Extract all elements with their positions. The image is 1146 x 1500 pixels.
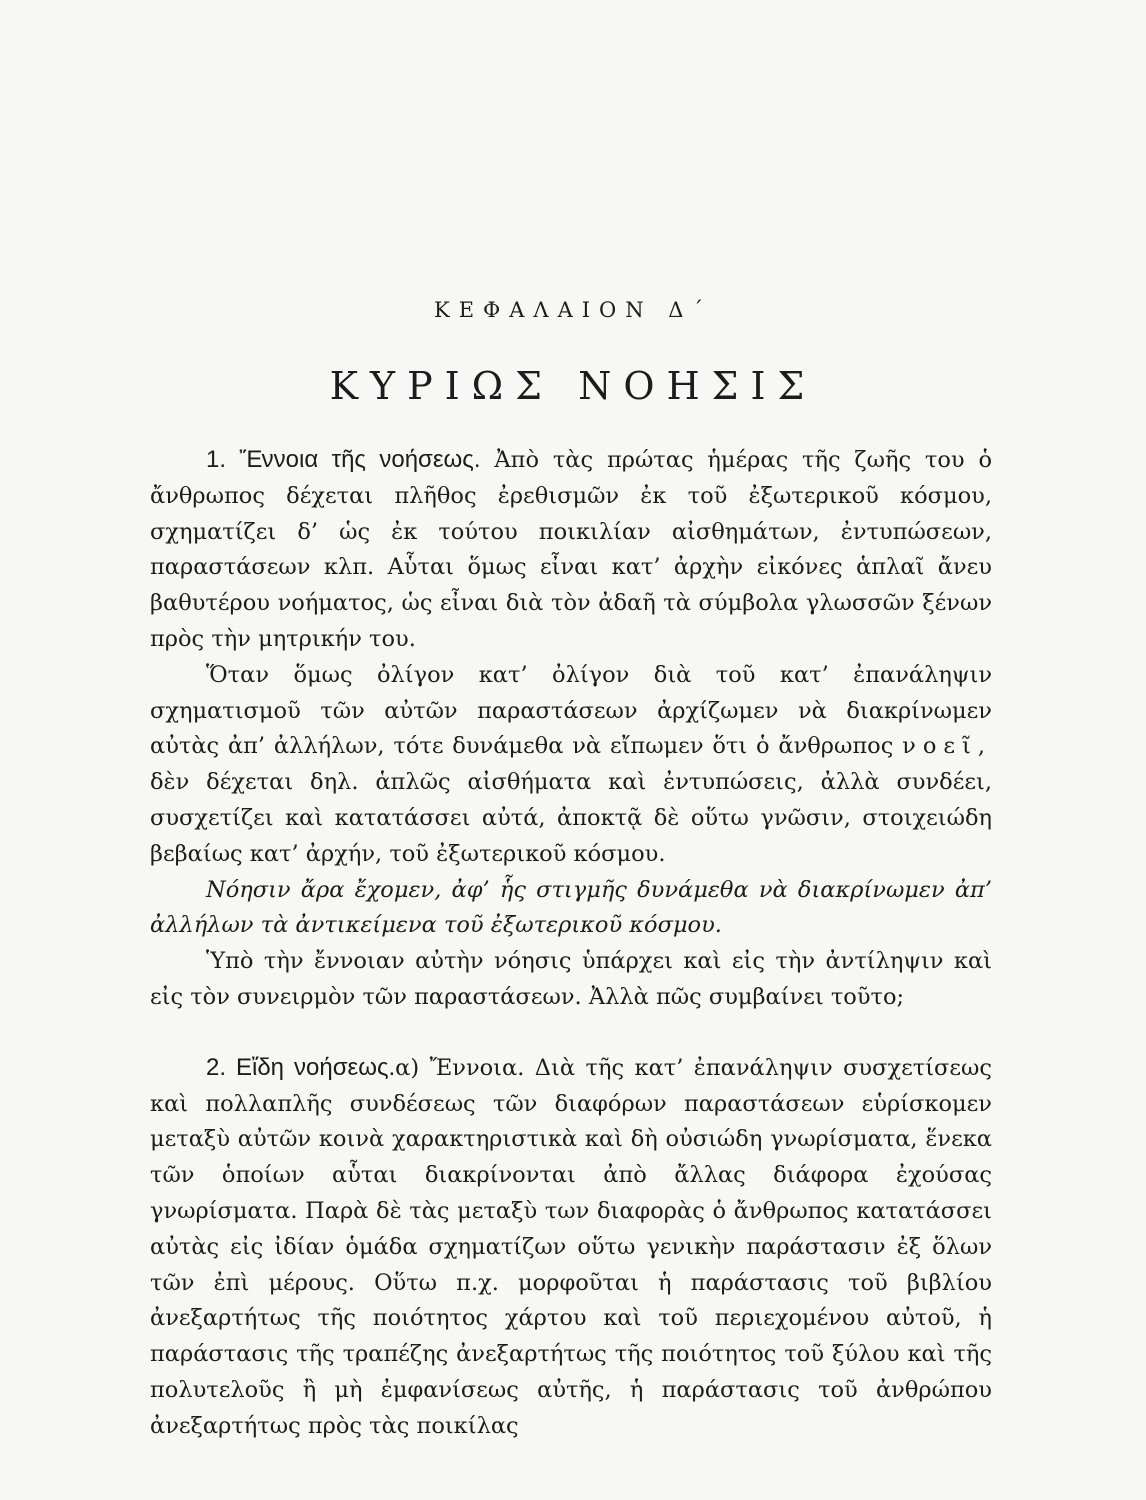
section-gap xyxy=(150,1016,992,1050)
paragraph xyxy=(150,442,992,658)
subheading: α) Ἔννοια. xyxy=(395,1054,525,1081)
section-heading: 2. Εἴδη νοήσεως. xyxy=(206,1053,396,1081)
body-text xyxy=(150,442,992,1445)
chapter-label: ΚΕΦΑΛΑΙΟΝ Δ΄ xyxy=(434,298,712,322)
definition-paragraph: Νόησιν ἄρα ἔχομεν, ἀφ’ ἧς στιγμῆς δυνάμεθα νὰ διακρίνωμεν ἀπ’ ἀλλήλων τὰ ἀντικείμενα τοῦ ἐξωτερικοῦ κόσμου. xyxy=(150,876,992,939)
paragraph-text: Ἀπὸ τὰς πρώτας ἡμέρας τῆς ζωῆς του ὁ ἄνθρωπος δέχεται πλῆθος ἐρεθισμῶν ἐκ τοῦ ἐξωτερικοῦ κόσμου, σχηματίζει δ’ ὡς ἐκ τούτου ποικιλίαν αἰσθημάτων, ἐντυπώσεων, παραστάσεων κλπ. Αὗται ὅμως εἶναι κατ’ ἀρχὴν εἰκόνες ἁπλαῖ ἄνευ βαθυτέρου νοήματος, ὡς εἶναι διὰ τὸν ἀδαῆ τὰ σύμβολα γλωσσῶν ξένων πρὸς τὴν μητρικήν του. xyxy=(150,447,992,652)
paragraph-text: Διὰ τῆς κατ’ ἐπανάληψιν συσχετίσεως καὶ πολλαπλῆς συνδέσεως τῶν διαφόρων παραστάσεων εὑρίσκομεν μεταξὺ αὐτῶν κοινὰ χαρακτηριστικὰ καὶ δὴ οὐσιώδη γνωρίσματα, ἕνεκα τῶν ὁποίων αὗται διακρίνονται ἀπὸ ἄλλας διάφορα ἐχούσας γνωρίσματα. Παρὰ δὲ τὰς μεταξὺ των διαφορὰς ὁ ἄνθρωπος κατατάσσει αὐτὰς εἰς ἰδίαν ὁμάδα σχηματίζων οὕτω γενικὴν παράστασιν ἐξ ὅλων τῶν ἐπὶ μέρους. Οὕτω π.χ. μορφοῦται ἡ παράστασις τοῦ βιβλίου ἀνεξαρτήτως τῆς ποιότητος χάρτου καὶ τοῦ περιεχομένου αὐτοῦ, ἡ παράστασις τῆς τραπέζης ἀνεξαρτήτως τῆς ποιότητος τοῦ ξύλου καὶ τῆς πολυτελοῦς ἢ μὴ ἐμφανίσεως αὐτῆς, ἡ παράστασις τοῦ ἀνθρώπου ἀνεξαρτήτως πρὸς τὰς ποικίλας xyxy=(150,1054,992,1439)
paragraph xyxy=(150,658,992,873)
chapter-title: ΚΥΡΙΩΣ ΝΟΗΣΙΣ xyxy=(329,364,817,408)
paragraph: Ὑπὸ τὴν ἔννοιαν αὐτὴν νόησις ὑπάρχει καὶ εἰς τὴν ἀντίληψιν καὶ εἰς τὸν συνειρμὸν τῶν παραστάσεων. Ἀλλὰ πῶς συμβαίνει τοῦτο; xyxy=(150,948,992,1010)
section-heading: 1. Ἔννοια τῆς νοήσεως. xyxy=(206,446,481,473)
paragraph xyxy=(150,1050,992,1445)
paragraph-text: Ὅταν ὅμως ὀλίγον κατ’ ὀλίγον διὰ τοῦ κατ’ ἐπανάληψιν σχηματισμοῦ τῶν αὐτῶν παραστάσεων ἀρχίζωμεν νὰ διακρίνωμεν αὐτὰς ἀπ’ ἀλλήλων, τότε δυνάμεθα νὰ εἴπωμεν ὅτι ὁ ἄνθρωπος xyxy=(150,661,992,760)
emphasis-spaced: νοεῖ, xyxy=(902,733,993,760)
paragraph-text: δὲν δέχεται δηλ. ἁπλῶς αἰσθήματα καὶ ἐντυπώσεις, ἀλλὰ συνδέει, συσχετίζει καὶ κατατάσσει αὐτά, ἀποκτᾷ δὲ οὕτω γνῶσιν, στοιχειώδη βεβαίως κατ’ ἀρχήν, τοῦ ἐξωτερικοῦ κόσμου. xyxy=(150,769,992,867)
